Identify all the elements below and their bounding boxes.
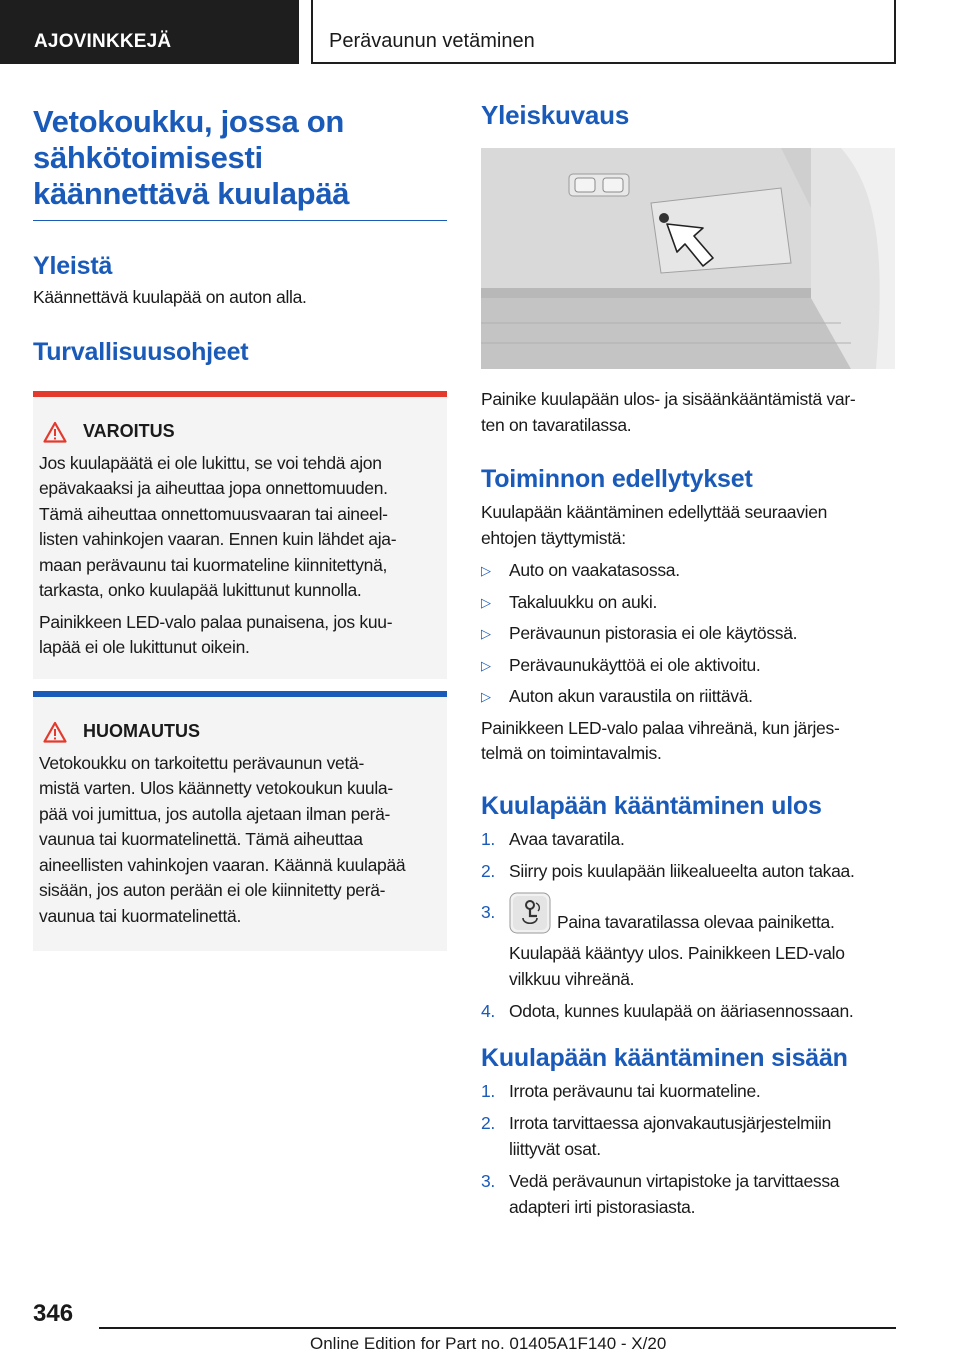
triangle-bullet-icon: ▷	[481, 563, 491, 578]
triangle-bullet-icon: ▷	[481, 626, 491, 641]
warning-box	[33, 391, 447, 679]
list-item: 2. Siirry pois kuulapään liikealueelta auton takaa.	[481, 861, 855, 881]
trunk-button-photo	[481, 148, 895, 369]
section-tab: AJOVINKKEJÄ	[0, 0, 299, 64]
photo-caption: Painike kuulapään ulos- ja sisäänkääntämistä var- ten on tavaratilassa.	[481, 389, 856, 435]
trunk-photo-illustration	[481, 148, 895, 369]
list-item: 1. Irrota perävaunu tai kuormateline.	[481, 1080, 761, 1101]
overview-heading: Yleiskuvaus	[481, 100, 630, 130]
prereq-heading: Toiminnon edellytykset	[481, 465, 753, 493]
prereq-after: Painikkeen LED-valo palaa vihreänä, kun järjes- telmä on toimintavalmis.	[481, 717, 840, 763]
warning-text-1: Jos kuulapäätä ei ole lukittu, se voi tehdä ajon epävakaaksi ja aiheuttaa jopa onnettomuuden. Tämä aiheuttaa onnettomuusvaaran tai aineel- listen vahinkojen vaaran. Ennen kuin lähdet aja- maan perävaunu tai kuormateline kiinnitettynä, tarkasta, onko kuulapää lukittunut kunnolla.	[39, 452, 397, 600]
footer-edition: Online Edition for Part no. 01405A1F140 - X/20	[310, 1334, 667, 1353]
list-item: ▷ Auto on vaakatasossa.	[481, 558, 895, 584]
warning-text-2: Painikkeen LED-valo palaa punaisena, jos kuu- lapää ei ole lukittunut oikein.	[39, 611, 393, 657]
list-item: 3. Vedä perävaunun virtapistoke ja tarvittaessa adapteri irti pistorasiasta.	[481, 1171, 840, 1217]
title-line-3: käännettävä kuulapää	[33, 176, 350, 211]
warning-triangle-icon	[43, 721, 67, 743]
general-heading: Yleistä	[33, 252, 113, 280]
title-line-1: Vetokoukku, jossa on	[33, 104, 344, 139]
swing-out-heading: Kuulapään kääntäminen ulos	[481, 791, 822, 820]
title-line-2: sähkötoimisesti	[33, 140, 263, 175]
notice-title-text: HUOMAUTUS	[83, 721, 200, 741]
notice-title	[43, 719, 441, 745]
warning-title-text: VAROITUS	[83, 421, 175, 441]
triangle-bullet-icon: ▷	[481, 689, 491, 704]
swing-in-heading: Kuulapään kääntäminen sisään	[481, 1043, 848, 1072]
page-title	[33, 104, 447, 221]
general-text: Käännettävä kuulapää on auton alla.	[33, 287, 307, 307]
notice-box	[33, 691, 447, 952]
notice-text: Vetokoukku on tarkoitettu perävaunun vetä- mistä varten. Ulos käännetty vetokoukun kuula- pää voi jumittua, jos autolla ajetaan ilman perä- vaunua tai kuormatelinettä. Tämä aiheuttaa aineellisten vahinkojen vaaran. Käännä kuulapää sisään, jos auton perään ei ole kiinnitetty perä- vaunua tai kuormatelinettä.	[39, 752, 406, 926]
prereq-intro: Kuulapään kääntäminen edellyttää seuraavien ehtojen täyttymistä:	[481, 502, 828, 548]
list-item: 4. Odota, kunnes kuulapää on ääriasennossaan.	[481, 1001, 854, 1021]
triangle-bullet-icon: ▷	[481, 657, 491, 673]
list-item: 3. Paina tavaratilassa olevaa painiketta. Kuulapää kääntyy ulos. Painikkeen LED-valo vilkkuu vihreänä.	[481, 892, 895, 993]
triangle-bullet-icon: ▷	[481, 594, 491, 610]
list-item: 2. Irrota tarvittaessa ajonvakautusjärjestelmiin liittyvät osat.	[481, 1113, 832, 1159]
right-column	[481, 100, 895, 1227]
list-item: ▷ Perävaunun pistorasia ei ole käytössä.	[481, 621, 895, 647]
tow-hitch-button-icon	[509, 892, 551, 934]
list-item: ▷ Takaluukku on auki.	[481, 590, 895, 616]
safety-heading: Turvallisuusohjeet	[33, 337, 249, 366]
swing-out-steps	[481, 827, 895, 1025]
list-item: ▷ Auton akun varaustila on riittävä.	[481, 684, 895, 710]
list-item: 1. Avaa tavaratila.	[481, 828, 625, 849]
left-column	[33, 104, 447, 951]
footer-divider	[99, 1327, 896, 1329]
warning-triangle-icon	[43, 421, 67, 443]
list-item: ▷ Perävaunukäyttöä ei ole aktivoitu.	[481, 653, 895, 679]
page-number: 346	[33, 1300, 74, 1327]
chapter-tab: Perävaunun vetäminen	[311, 0, 896, 64]
warning-title	[43, 419, 441, 445]
swing-in-steps	[481, 1079, 895, 1221]
prereq-list	[481, 558, 895, 710]
